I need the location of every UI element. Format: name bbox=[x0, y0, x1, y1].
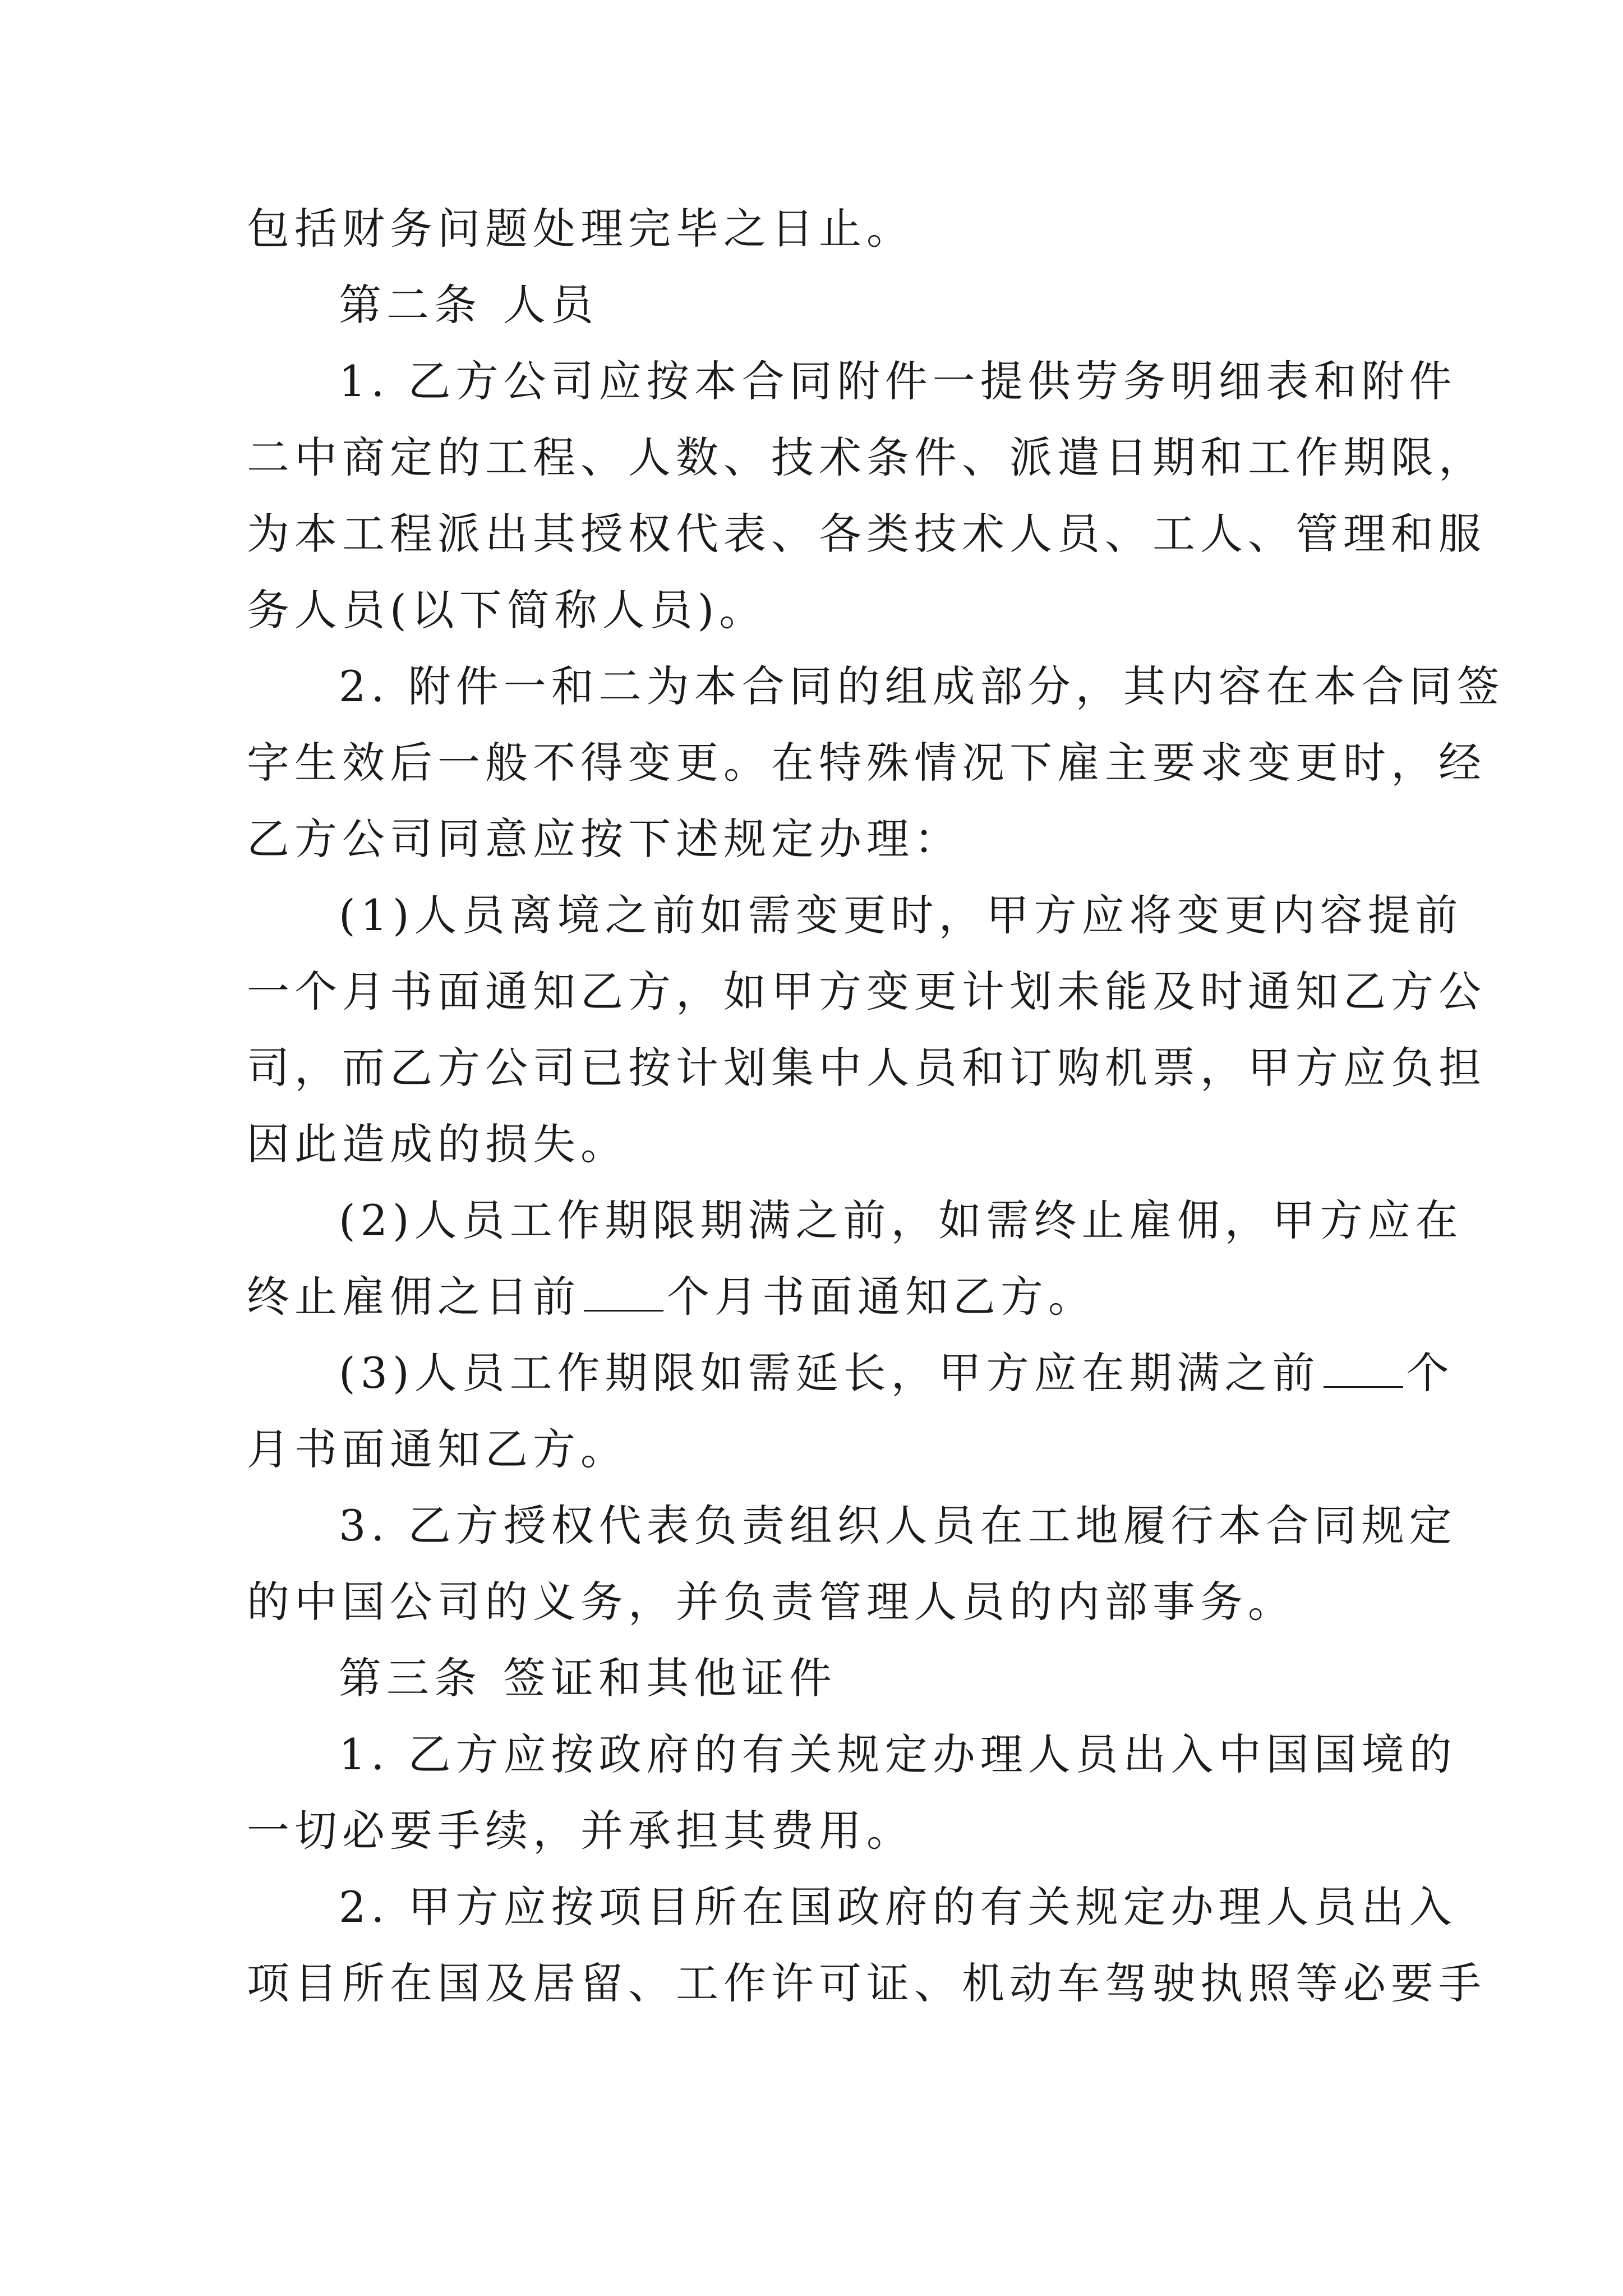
fill-in-blank bbox=[1324, 1384, 1403, 1388]
section-heading bbox=[247, 1640, 1391, 1717]
paragraph-line: 司，而乙方公司已按计划集中人员和订购机票，甲方应负担 bbox=[247, 1043, 1486, 1093]
paragraph-line: (2)人员工作期限期满之前，如需终止雇佣，甲方应在 bbox=[339, 1195, 1463, 1245]
paragraph-line: 二中商定的工程、人数、技术条件、派遣日期和工作期限， bbox=[247, 432, 1486, 482]
paragraph-line: 为本工程派出其授权代表、各类技术人员、工人、管理和服 bbox=[247, 509, 1486, 559]
paragraph-line: 项目所在国及居留、工作许可证、机动车驾驶执照等必要手 bbox=[247, 1958, 1486, 2008]
line-text-after-blank: 个月书面通知乙方。 bbox=[667, 1272, 1096, 1322]
paragraph-line: 3. 乙方授权代表负责组织人员在工地履行本合同规定 bbox=[339, 1501, 1457, 1550]
line-text-before-blank: 终止雇佣之日前 bbox=[247, 1272, 580, 1322]
paragraph-line-with-blank bbox=[247, 1259, 1391, 1335]
section-title: 签证和其他证件 bbox=[503, 1653, 837, 1703]
paragraph-line: (1)人员离境之前如需变更时，甲方应将变更内容提前 bbox=[339, 890, 1463, 940]
paragraph-line: 因此造成的损失。 bbox=[247, 1119, 628, 1169]
document-body bbox=[247, 191, 1505, 2022]
paragraph-line: 包括财务问题处理完毕之日止。 bbox=[247, 204, 914, 254]
paragraph-line: 2. 甲方应按项目所在国政府的有关规定办理人员出入 bbox=[339, 1882, 1457, 1932]
paragraph-line: 的中国公司的义务，并负责管理人员的内部事务。 bbox=[247, 1577, 1295, 1627]
section-number: 第三条 bbox=[339, 1653, 482, 1703]
paragraph-line-with-blank bbox=[247, 1335, 1454, 1411]
paragraph-line: 1. 乙方应按政府的有关规定办理人员出入中国国境的 bbox=[339, 1729, 1457, 1779]
paragraph-line: 月书面通知乙方。 bbox=[247, 1424, 628, 1474]
section-title: 人员 bbox=[503, 280, 598, 330]
paragraph-line: 1. 乙方公司应按本合同附件一提供劳务明细表和附件 bbox=[339, 356, 1457, 406]
line-text-after-blank: 个 bbox=[1406, 1348, 1454, 1398]
paragraph-line: 务人员(以下简称人员)。 bbox=[247, 585, 767, 635]
section-heading bbox=[247, 267, 1391, 343]
section-number: 第二条 bbox=[339, 280, 482, 330]
paragraph-line: 字生效后一般不得变更。在特殊情况下雇主要求变更时，经 bbox=[247, 738, 1486, 788]
paragraph-line: 一个月书面通知乙方，如甲方变更计划未能及时通知乙方公 bbox=[247, 967, 1486, 1016]
paragraph-line: 乙方公司同意应按下述规定办理： bbox=[247, 814, 962, 864]
paragraph-line: 2. 附件一和二为本合同的组成部分，其内容在本合同签 bbox=[339, 661, 1505, 711]
fill-in-blank bbox=[584, 1308, 663, 1312]
line-text-before-blank: (3)人员工作期限如需延长，甲方应在期满之前 bbox=[339, 1348, 1320, 1398]
paragraph-line: 一切必要手续，并承担其费用。 bbox=[247, 1806, 914, 1856]
